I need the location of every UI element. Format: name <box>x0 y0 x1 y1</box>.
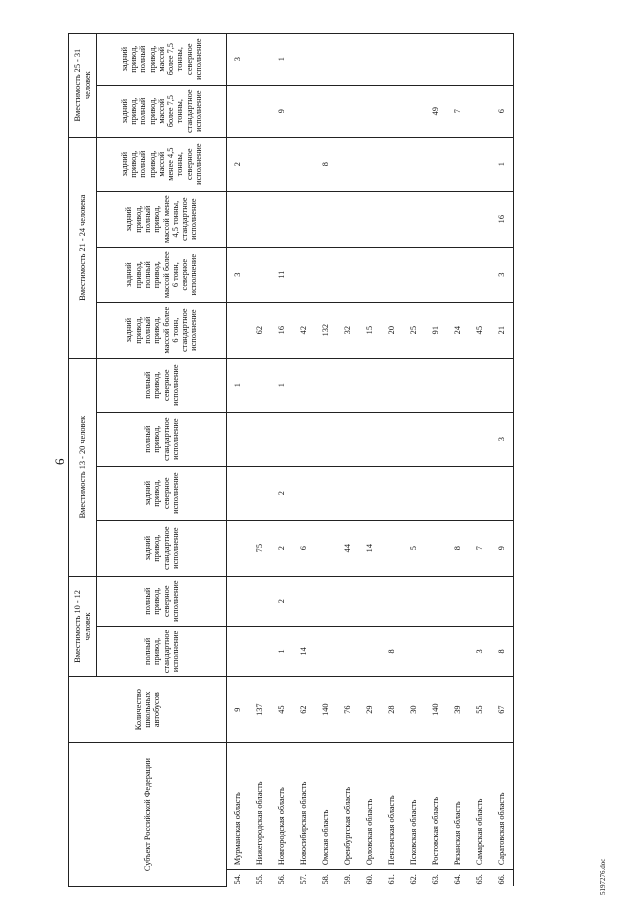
table-row <box>249 33 271 886</box>
row-number: 55. <box>249 870 271 887</box>
cell <box>491 466 514 520</box>
cell: 14 <box>293 626 315 676</box>
cell <box>227 520 250 576</box>
row-number: 59. <box>337 870 359 887</box>
cell <box>469 576 491 626</box>
cell <box>337 358 359 412</box>
cell <box>381 520 403 576</box>
cell <box>469 191 491 247</box>
subheader: задний привод, северное исполнение <box>97 466 227 520</box>
cell <box>447 358 469 412</box>
row-number: 57. <box>293 870 315 887</box>
cell: 21 <box>491 302 514 358</box>
row-number: 63. <box>425 870 447 887</box>
cell: 16 <box>271 302 293 358</box>
cell <box>403 576 425 626</box>
cell <box>447 33 469 85</box>
region-name: Новгородская область <box>271 743 293 870</box>
cell <box>469 137 491 191</box>
cell <box>381 137 403 191</box>
cell: 32 <box>337 302 359 358</box>
cell: 2 <box>271 576 293 626</box>
bus-count: 76 <box>337 677 359 743</box>
cell: 14 <box>359 520 381 576</box>
table-row <box>271 33 293 886</box>
cell <box>227 412 250 466</box>
cell <box>293 247 315 302</box>
bus-count: 67 <box>491 677 514 743</box>
region-name: Саратовская область <box>491 743 514 870</box>
header-group-13-20: Вместимость 13 - 20 человек <box>69 358 97 576</box>
cell: 3 <box>491 412 514 466</box>
cell <box>447 466 469 520</box>
cell <box>249 191 271 247</box>
bus-count: 62 <box>293 677 315 743</box>
row-number: 54. <box>227 870 250 887</box>
table-row <box>315 33 337 886</box>
cell: 11 <box>271 247 293 302</box>
cell <box>359 85 381 137</box>
cell <box>315 33 337 85</box>
row-number: 60. <box>359 870 381 887</box>
row-number: 66. <box>491 870 514 887</box>
footer-filename: 5197276.doc <box>599 858 607 895</box>
cell <box>425 412 447 466</box>
cell <box>227 576 250 626</box>
cell: 7 <box>447 85 469 137</box>
table-row <box>359 33 381 886</box>
region-name: Орловская область <box>359 743 381 870</box>
row-number: 61. <box>381 870 403 887</box>
bus-count: 9 <box>227 677 250 743</box>
cell <box>381 85 403 137</box>
cell <box>359 358 381 412</box>
cell <box>425 137 447 191</box>
cell <box>249 576 271 626</box>
cell <box>425 358 447 412</box>
cell <box>469 412 491 466</box>
region-name: Мурманская область <box>227 743 250 870</box>
subheader: задний привод, полный привод, массой более 7,5 тонны, северное исполнение <box>97 33 227 85</box>
cell <box>337 191 359 247</box>
cell: 20 <box>381 302 403 358</box>
cell <box>315 626 337 676</box>
cell <box>447 626 469 676</box>
cell <box>403 85 425 137</box>
cell <box>359 626 381 676</box>
cell <box>249 137 271 191</box>
cell <box>491 576 514 626</box>
cell <box>249 85 271 137</box>
cell: 6 <box>293 520 315 576</box>
cell <box>315 576 337 626</box>
cell <box>381 466 403 520</box>
cell <box>359 137 381 191</box>
cell <box>447 576 469 626</box>
header-group-10-12: Вместимость 10 - 12 человек <box>69 576 97 676</box>
cell: 8 <box>315 137 337 191</box>
cell <box>425 466 447 520</box>
table-row <box>337 33 359 886</box>
cell <box>403 466 425 520</box>
cell <box>447 247 469 302</box>
region-name: Омская область <box>315 743 337 870</box>
cell <box>337 412 359 466</box>
cell: 3 <box>227 33 250 85</box>
cell <box>249 247 271 302</box>
cell <box>315 412 337 466</box>
table-row <box>425 33 447 886</box>
table-row <box>293 33 315 886</box>
cell: 6 <box>491 85 514 137</box>
subheader: задний привод, полный привод, массой менее 4,5 тонны, северное исполнение <box>97 137 227 191</box>
bus-count: 30 <box>403 677 425 743</box>
cell: 2 <box>271 520 293 576</box>
cell <box>381 412 403 466</box>
cell <box>359 33 381 85</box>
cell <box>381 191 403 247</box>
cell <box>293 85 315 137</box>
cell <box>337 137 359 191</box>
cell <box>491 358 514 412</box>
cell: 5 <box>403 520 425 576</box>
cell: 3 <box>491 247 514 302</box>
cell <box>491 33 514 85</box>
cell: 42 <box>293 302 315 358</box>
region-name: Ростовская область <box>425 743 447 870</box>
cell <box>403 33 425 85</box>
region-name: Пензенская область <box>381 743 403 870</box>
table-row <box>447 33 469 886</box>
region-name: Псковская область <box>403 743 425 870</box>
cell <box>447 137 469 191</box>
cell <box>425 33 447 85</box>
cell <box>271 412 293 466</box>
header-subject: Субъект Российской Федерации <box>69 743 227 887</box>
cell <box>337 466 359 520</box>
cell <box>359 247 381 302</box>
cell: 2 <box>227 137 250 191</box>
cell <box>249 412 271 466</box>
region-name: Оренбургская область <box>337 743 359 870</box>
cell <box>381 358 403 412</box>
cell <box>381 576 403 626</box>
subheader: задний привод, полный привод, массой более 7,5 тонны, стандартное исполнение <box>97 85 227 137</box>
cell <box>315 466 337 520</box>
cell <box>359 466 381 520</box>
cell: 45 <box>469 302 491 358</box>
cell: 91 <box>425 302 447 358</box>
cell <box>469 33 491 85</box>
cell: 25 <box>403 302 425 358</box>
cell <box>337 247 359 302</box>
header-count: Количество школьных автобусов <box>69 677 227 743</box>
bus-count: 140 <box>425 677 447 743</box>
table-row <box>469 33 491 886</box>
region-name: Рязанская область <box>447 743 469 870</box>
cell <box>337 626 359 676</box>
subheader: полный привод, северное исполнение <box>97 576 227 626</box>
subheader: задний привод, полный привод, массой более 6 тонн, стандартное исполнение <box>97 302 227 358</box>
cell: 132 <box>315 302 337 358</box>
bus-count: 28 <box>381 677 403 743</box>
row-number: 56. <box>271 870 293 887</box>
bus-count: 55 <box>469 677 491 743</box>
cell <box>337 33 359 85</box>
cell <box>271 137 293 191</box>
subheader: задний привод, полный привод, массой менее 4,5 тонны, стандартное исполнение <box>97 191 227 247</box>
bus-count: 29 <box>359 677 381 743</box>
cell <box>469 247 491 302</box>
cell <box>293 137 315 191</box>
cell <box>425 576 447 626</box>
row-number: 64. <box>447 870 469 887</box>
cell: 8 <box>491 626 514 676</box>
row-number: 65. <box>469 870 491 887</box>
cell <box>293 412 315 466</box>
cell <box>315 191 337 247</box>
cell: 9 <box>491 520 514 576</box>
school-bus-table <box>68 33 514 887</box>
cell <box>403 412 425 466</box>
table-row <box>381 33 403 886</box>
cell <box>447 412 469 466</box>
page-number: 6 <box>52 458 67 465</box>
cell: 1 <box>227 358 250 412</box>
cell <box>293 33 315 85</box>
cell <box>293 358 315 412</box>
cell: 3 <box>227 247 250 302</box>
cell <box>227 466 250 520</box>
cell: 8 <box>447 520 469 576</box>
subheader: задний привод, полный привод, массой более 6 тонн, северное исполнение <box>97 247 227 302</box>
cell <box>249 358 271 412</box>
cell <box>469 358 491 412</box>
header-group-21-24: Вместимость 21 - 24 человека <box>69 137 97 358</box>
cell: 1 <box>491 137 514 191</box>
cell <box>315 520 337 576</box>
cell: 24 <box>447 302 469 358</box>
cell: 9 <box>271 85 293 137</box>
cell <box>403 137 425 191</box>
cell <box>469 466 491 520</box>
cell: 62 <box>249 302 271 358</box>
region-name: Нижегородская область <box>249 743 271 870</box>
cell: 49 <box>425 85 447 137</box>
header-group-25-31: Вместимость 25 - 31 человек <box>69 33 97 137</box>
cell: 8 <box>381 626 403 676</box>
cell <box>337 85 359 137</box>
table-row <box>491 33 514 886</box>
cell: 3 <box>469 626 491 676</box>
bus-count: 137 <box>249 677 271 743</box>
cell <box>359 576 381 626</box>
subheader: полный привод, стандартное исполнение <box>97 412 227 466</box>
cell <box>425 520 447 576</box>
cell <box>381 33 403 85</box>
subheader: полный привод, северное исполнение <box>97 358 227 412</box>
cell <box>293 576 315 626</box>
cell <box>425 247 447 302</box>
cell <box>381 247 403 302</box>
table-row <box>403 33 425 886</box>
cell <box>249 33 271 85</box>
cell: 15 <box>359 302 381 358</box>
cell <box>359 191 381 247</box>
cell <box>447 191 469 247</box>
cell: 1 <box>271 626 293 676</box>
cell <box>403 247 425 302</box>
region-name: Самарская область <box>469 743 491 870</box>
cell: 44 <box>337 520 359 576</box>
cell <box>227 626 250 676</box>
subheader: задний привод, стандартное исполнение <box>97 520 227 576</box>
row-number: 58. <box>315 870 337 887</box>
cell <box>315 247 337 302</box>
cell <box>469 85 491 137</box>
bus-count: 45 <box>271 677 293 743</box>
cell: 2 <box>271 466 293 520</box>
cell: 75 <box>249 520 271 576</box>
cell <box>403 626 425 676</box>
table-row <box>227 33 250 886</box>
cell <box>227 302 250 358</box>
bus-count: 140 <box>315 677 337 743</box>
cell <box>249 626 271 676</box>
cell <box>293 466 315 520</box>
cell <box>227 85 250 137</box>
cell <box>425 191 447 247</box>
cell <box>425 626 447 676</box>
cell <box>337 576 359 626</box>
cell <box>315 85 337 137</box>
cell <box>249 466 271 520</box>
cell: 1 <box>271 358 293 412</box>
cell: 16 <box>491 191 514 247</box>
cell <box>315 358 337 412</box>
row-number: 62. <box>403 870 425 887</box>
cell <box>271 191 293 247</box>
cell <box>293 191 315 247</box>
cell <box>403 358 425 412</box>
cell <box>403 191 425 247</box>
cell <box>359 412 381 466</box>
subheader: полный привод, стандартное исполнение <box>97 626 227 676</box>
region-name: Новосибирская область <box>293 743 315 870</box>
cell: 1 <box>271 33 293 85</box>
cell <box>227 191 250 247</box>
bus-count: 39 <box>447 677 469 743</box>
cell: 7 <box>469 520 491 576</box>
